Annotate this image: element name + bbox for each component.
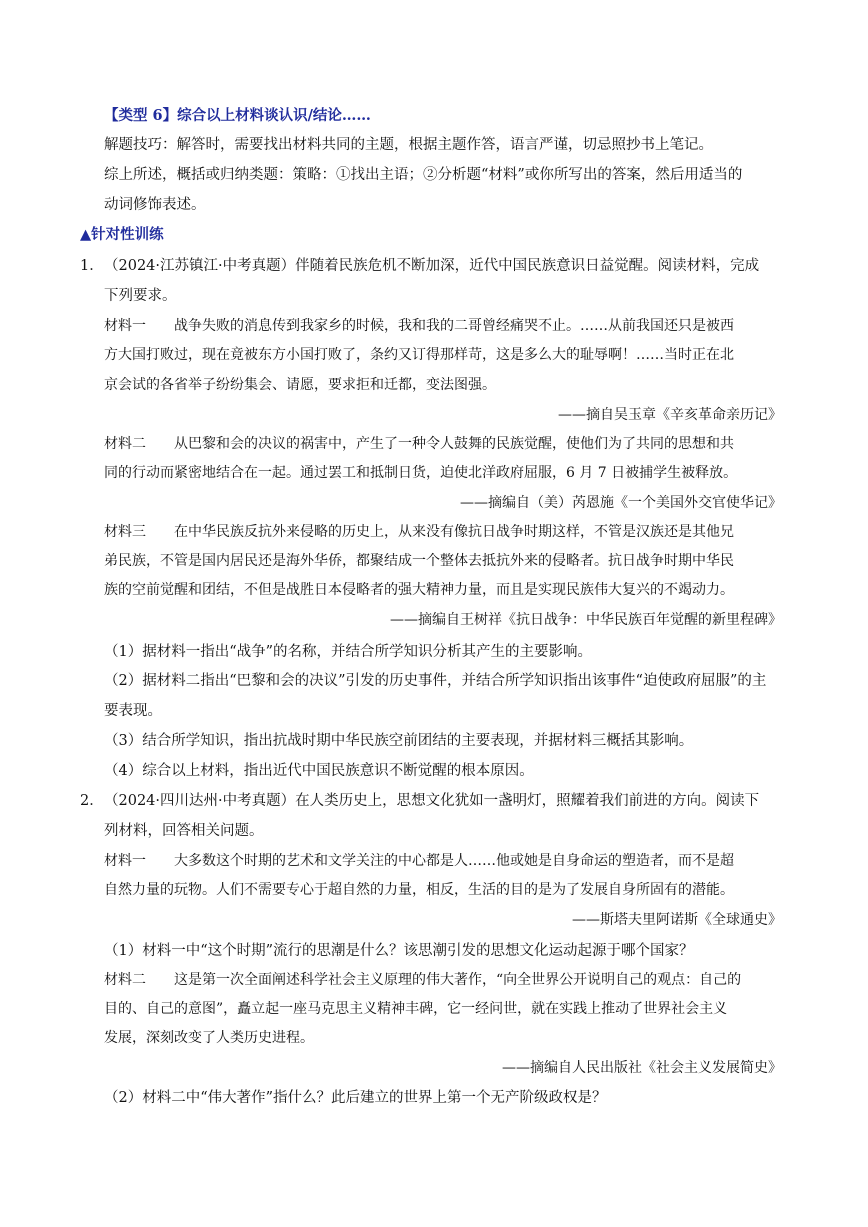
question-2-stem: （2024·四川达州·中考真题）在人类历史上，思想文化犹如一盏明灯，照耀着我们前进的方向。阅读下: [104, 793, 760, 809]
q2-subquestion-1: （1）材料一中“这个时期”流行的思潮是什么？该思潮引发的思想文化运动起源于哪个国家？: [104, 943, 694, 959]
q1-subquestion-3: （3）结合所学知识，指出抗战时期中华民族空前团结的主要表现，并据材料三概括其影响。: [104, 733, 694, 749]
q1-material-2-line-1: 材料二 从巴黎和会的决议的祸害中，产生了一种令人鼓舞的民族觉醒，使他们为了共同的思想和共: [104, 436, 734, 452]
q1-material-3-source: ——摘编自王树祥《抗日战争：中华民族百年觉醒的新里程碑》: [390, 612, 782, 628]
q2-material-1-line-2: 自然力量的玩物。人们不需要专心于超自然的力量，相反，生活的目的是为了发展自身所固有的潜能。: [104, 882, 734, 898]
q1-material-3-line-1: 材料三 在中华民族反抗外来侵略的历史上，从来没有像抗日战争时期这样，不管是汉族还是其他兄: [104, 524, 734, 540]
summary-line-2: 动词修饰表述。: [104, 197, 206, 213]
q1-subquestion-2: （2）据材料二指出“巴黎和会的决议”引发的历史事件，并结合所学知识指出该事件“迫使政府屈服”的主: [104, 673, 767, 689]
type6-heading: 【类型 6】综合以上材料谈认识/结论……: [104, 107, 371, 124]
q1-subquestion-2-cont: 要表现。: [104, 703, 162, 719]
q1-material-1-source: ——摘自吴玉章《辛亥革命亲历记》: [558, 407, 782, 423]
q1-material-3-line-3: 族的空前觉醒和团结，不但是战胜日本侵略者的强大精神力量，而且是实现民族伟大复兴的不竭动力。: [104, 582, 734, 598]
q2-subquestion-2: （2）材料二中“伟大著作”指什么？此后建立的世界上第一个无产阶级政权是？: [104, 1090, 607, 1106]
training-heading: ▲针对性训练: [80, 226, 164, 243]
q1-material-1-line-2: 方大国打败过，现在竟被东方小国打败了，条约又订得那样苛，这是多么大的耻辱啊！……当时正在北: [104, 347, 734, 363]
summary-line-1: 综上所述，概括或归纳类题：策略：①找出主语；②分析题“材料”或你所写出的答案，然后用适当的: [104, 167, 743, 183]
q1-material-2-line-2: 同的行动而紧密地结合在一起。通过罢工和抵制日货，迫使北洋政府屈服，6 月 7 日被捕学生被释放。: [104, 465, 738, 481]
solving-tip: 解题技巧：解答时，需要找出材料共同的主题，根据主题作答，语言严谨，切忌照抄书上笔记。: [104, 137, 713, 153]
question-2-stem-cont: 列材料，回答相关问题。: [104, 823, 264, 839]
question-1-number: 1．: [80, 258, 104, 274]
q2-material-2-line-2: 目的、自己的意图”，矗立起一座马克思主义精神丰碑，它一经问世，就在实践上推动了世界社会主义: [104, 1001, 728, 1017]
q1-subquestion-4: （4）综合以上材料，指出近代中国民族意识不断觉醒的根本原因。: [104, 763, 534, 779]
question-1-stem: （2024·江苏镇江·中考真题）伴随着民族危机不断加深，近代中国民族意识日益觉醒。阅读材料，完成: [104, 258, 760, 274]
q2-material-1-source: ——斯塔夫里阿诺斯《全球通史》: [572, 912, 782, 928]
question-1-stem-cont: 下列要求。: [104, 288, 177, 304]
q2-material-1-line-1: 材料一 大多数这个时期的艺术和文学关注的中心都是人……他或她是自身命运的塑造者，而不是超: [104, 853, 734, 869]
q1-material-2-source: ——摘编自（美）芮恩施《一个美国外交官使华记》: [460, 495, 782, 511]
question-2-number: 2．: [80, 793, 104, 809]
q2-material-2-line-3: 发展，深刻改变了人类历史进程。: [104, 1030, 314, 1046]
q1-material-1-line-1: 材料一 战争失败的消息传到我家乡的时候，我和我的二哥曾经痛哭不止。……从前我国还只是被西: [104, 318, 734, 334]
q1-material-3-line-2: 弟民族，不管是国内居民还是海外华侨，都聚结成一个整体去抵抗外来的侵略者。抗日战争时期中华民: [104, 553, 734, 569]
q1-material-1-line-3: 京会试的各省举子纷纷集会、请愿，要求拒和迁都，变法图强。: [104, 377, 496, 393]
q2-material-2-source: ——摘编自人民出版社《社会主义发展简史》: [502, 1060, 782, 1076]
q2-material-2-line-1: 材料二 这是第一次全面阐述科学社会主义原理的伟大著作，“向全世界公开说明自己的观点：自己的: [104, 972, 742, 988]
q1-subquestion-1: （1）据材料一指出“战争”的名称，并结合所学知识分析其产生的主要影响。: [104, 644, 593, 660]
